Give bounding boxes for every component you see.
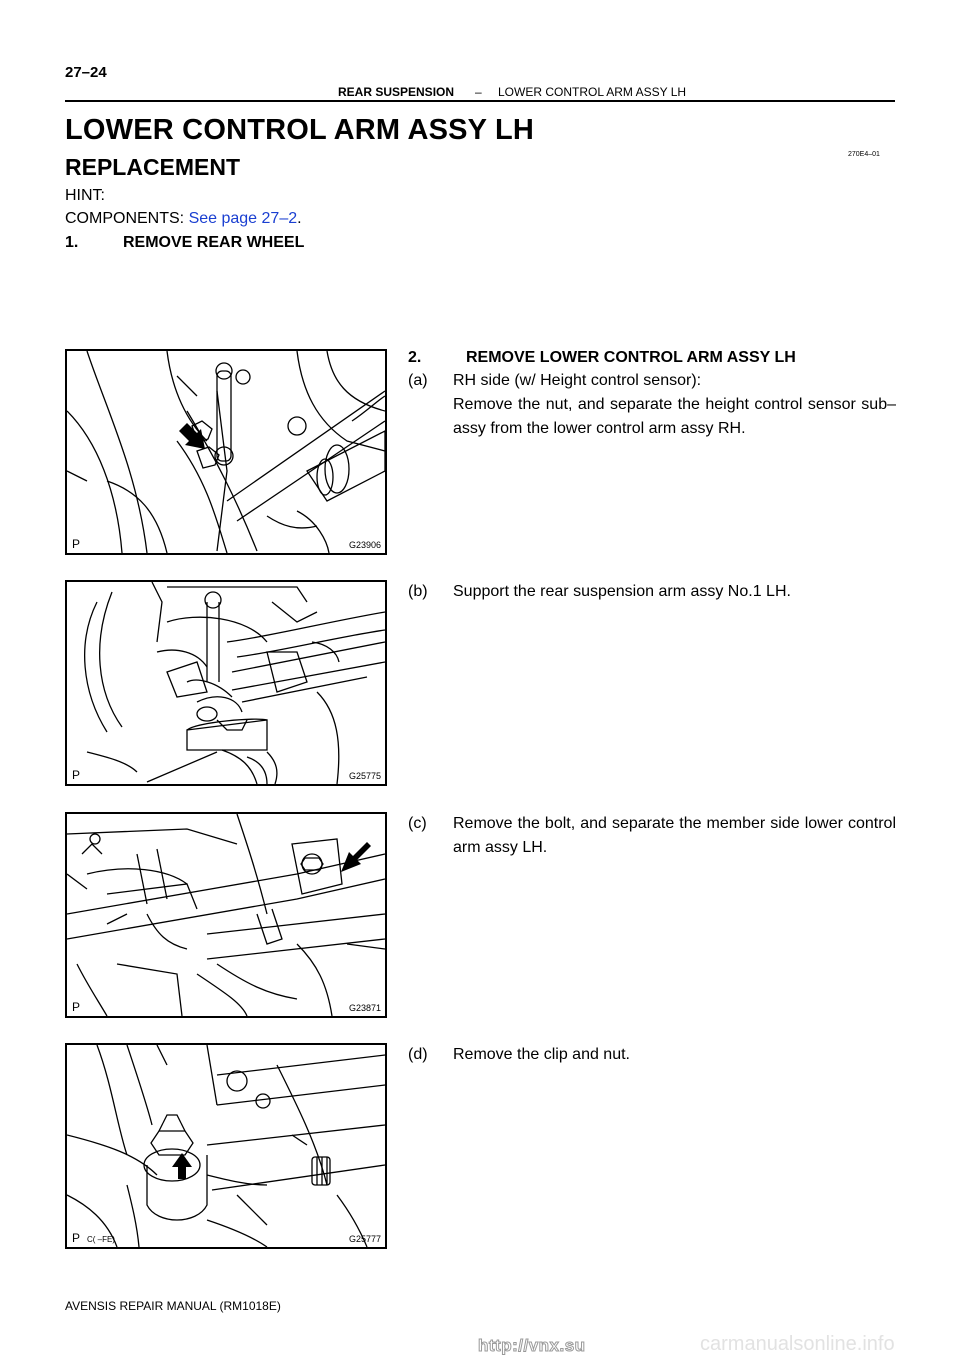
substep-body xyxy=(453,812,896,860)
figure-height-sensor xyxy=(65,349,387,555)
page-title: LOWER CONTROL ARM ASSY LH xyxy=(65,114,534,146)
page-number: 27–24 xyxy=(65,64,107,81)
substep-body xyxy=(453,1043,896,1067)
figure-id: G25775 xyxy=(348,771,381,781)
components-suffix: . xyxy=(297,210,302,227)
components-label: COMPONENTS: xyxy=(65,210,189,227)
illustration-jack-support xyxy=(67,582,385,784)
substep-line: Remove the bolt, and separate the member side lower control arm assy LH. xyxy=(453,815,896,856)
watermark-site: carmanualsonline.info xyxy=(700,1333,895,1355)
figure-id: G25777 xyxy=(348,1234,381,1244)
step-text: REMOVE LOWER CONTROL ARM ASSY LH xyxy=(466,349,796,366)
substep-label: (d) xyxy=(408,1046,428,1063)
figure-id: G23906 xyxy=(348,540,381,550)
step-number: 1. xyxy=(65,234,79,251)
watermark-url[interactable]: http://vnx.su xyxy=(478,1336,586,1355)
arrow-icon xyxy=(67,351,385,553)
figure-mark: P xyxy=(72,1000,81,1014)
figure-mark: P xyxy=(72,768,81,782)
substep-line: RH side (w/ Height control sensor): xyxy=(453,372,702,389)
step-number: 2. xyxy=(408,349,422,366)
substep-label: (c) xyxy=(408,815,427,832)
hint-label: HINT: xyxy=(65,187,105,204)
components-link[interactable]: See page 27–2 xyxy=(188,210,298,227)
figure-clip-nut xyxy=(65,1043,387,1249)
header-section: REAR SUSPENSION xyxy=(338,85,455,99)
header-rule xyxy=(65,100,895,102)
substep-line: Remove the clip and nut. xyxy=(453,1046,630,1063)
figure-label: C( –FE) xyxy=(87,1235,115,1244)
substep-line: Support the rear suspension arm assy No.1 LH. xyxy=(453,583,791,600)
section-title: REPLACEMENT xyxy=(65,154,241,180)
components-line xyxy=(65,210,302,228)
substep-line: Remove the nut, and separate the height control sensor sub–assy from the lower control arm assy RH. xyxy=(453,396,896,437)
document-code: 270E4–01 xyxy=(848,151,880,158)
figure-member-bolt xyxy=(65,812,387,1018)
substep-label: (a) xyxy=(408,372,428,389)
substep-body xyxy=(453,580,896,604)
substep-label: (b) xyxy=(408,583,428,600)
header-subject: LOWER CONTROL ARM ASSY LH xyxy=(498,85,687,99)
substep-body xyxy=(453,369,896,441)
arrow-icon xyxy=(67,1045,385,1247)
arrow-icon xyxy=(67,814,385,1016)
figure-id: G23871 xyxy=(348,1003,381,1013)
figure-mark: P xyxy=(72,537,81,551)
step-text: REMOVE REAR WHEEL xyxy=(123,234,305,251)
footer: AVENSIS REPAIR MANUAL (RM1018E) xyxy=(65,1299,281,1313)
header-separator: – xyxy=(475,85,482,99)
figure-mark: P xyxy=(72,1231,81,1245)
figure-support-arm xyxy=(65,580,387,786)
